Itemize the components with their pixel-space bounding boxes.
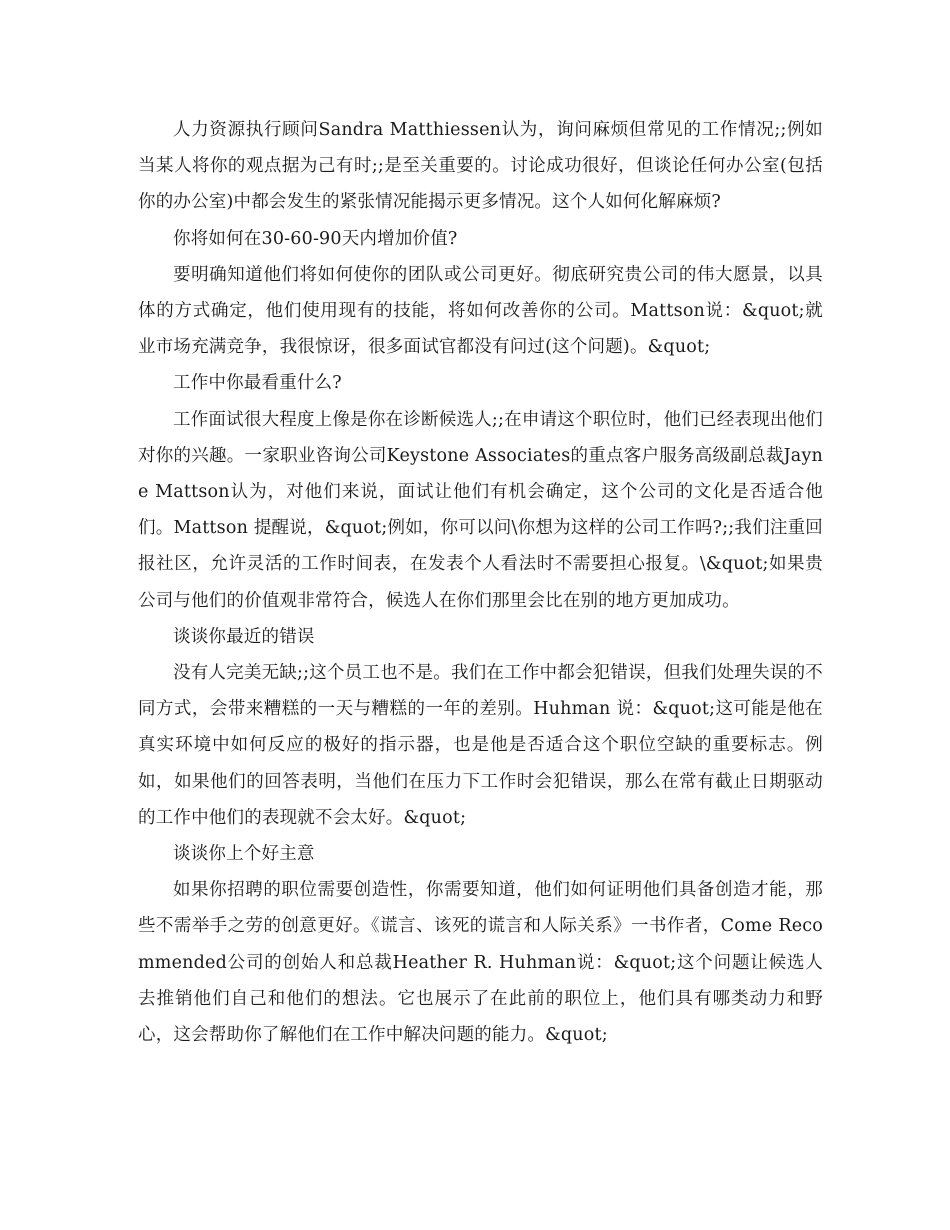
paragraph-mistakes: 没有人完美无缺;;这个员工也不是。我们在工作中都会犯错误，但我们处理失误的不同方式，会带来糟糕的一天与糟糕的一年的差别。Huhman 说：&quot;这可能是他在真实环境中如何反应的极好的指示器，也是他是否适合这个职位空缺的重要标志。例如，如果他们的回答表明，当他们在压力下工作时会犯错误，那么在常有截止日期驱动的工作中他们的表现就不会太好。&quot;: [138, 663, 823, 828]
paragraph-creativity: 如果你招聘的职位需要创造性，你需要知道，他们如何证明他们具备创造才能，那些不需举手之劳的创意更好。《谎言、该死的谎言和人际关系》一书作者，Come Recommended公司的创始人和总裁Heather R. Huhman说：&quot;这个问题让候选人去推销他们自己和他们的想法。它也展示了在此前的职位上，他们具有哪类动力和野心，这会帮助你了解他们在工作中解决问题的能力。&quot;: [138, 880, 823, 1046]
paragraph-team-improvement: 要明确知道他们将如何使你的团队或公司更好。彻底研究贵公司的伟大愿景，以具体的方式确定，他们使用现有的技能，将如何改善你的公司。Mattson说：&quot;就业市场充满竞争，我很惊讶，很多面试官都没有问过(这个问题)。&quot;: [138, 264, 823, 358]
heading-recent-mistake: 谈谈你最近的错误: [173, 626, 315, 647]
heading-add-value-30-60-90: 你将如何在30-60-90天内增加价值?: [173, 228, 458, 249]
heading-what-you-value: 工作中你最看重什么?: [173, 373, 342, 394]
paragraph-sandra-matthiessen: 人力资源执行顾问Sandra Matthiessen认为，询问麻烦但常见的工作情况;;例如当某人将你的观点据为己有时;;是至关重要的。讨论成功很好，但谈论任何办公室(包括你的办公室)中都会发生的紧张情况能揭示更多情况。这个人如何化解麻烦?: [138, 120, 823, 213]
heading-last-good-idea: 谈谈你上个好主意: [173, 844, 315, 865]
paragraph-culture-fit: 工作面试很大程度上像是你在诊断候选人;;在申请这个职位时，他们已经表现出他们对你的兴趣。一家职业咨询公司Keystone Associates的重点客户服务高级副总裁Jayne Mattson认为，对他们来说，面试让他们有机会确定，这个公司的文化是否适合他们。Mattson 提醒说，&quot;例如，你可以问\你想为这样的公司工作吗?;;我们注重回报社区，允许灵活的工作时间表，在发表个人看法时不需要担心报复。\&quot;如果贵公司与他们的价值观非常符合，候选人在你们那里会比在别的地方更加成功。: [138, 409, 823, 611]
